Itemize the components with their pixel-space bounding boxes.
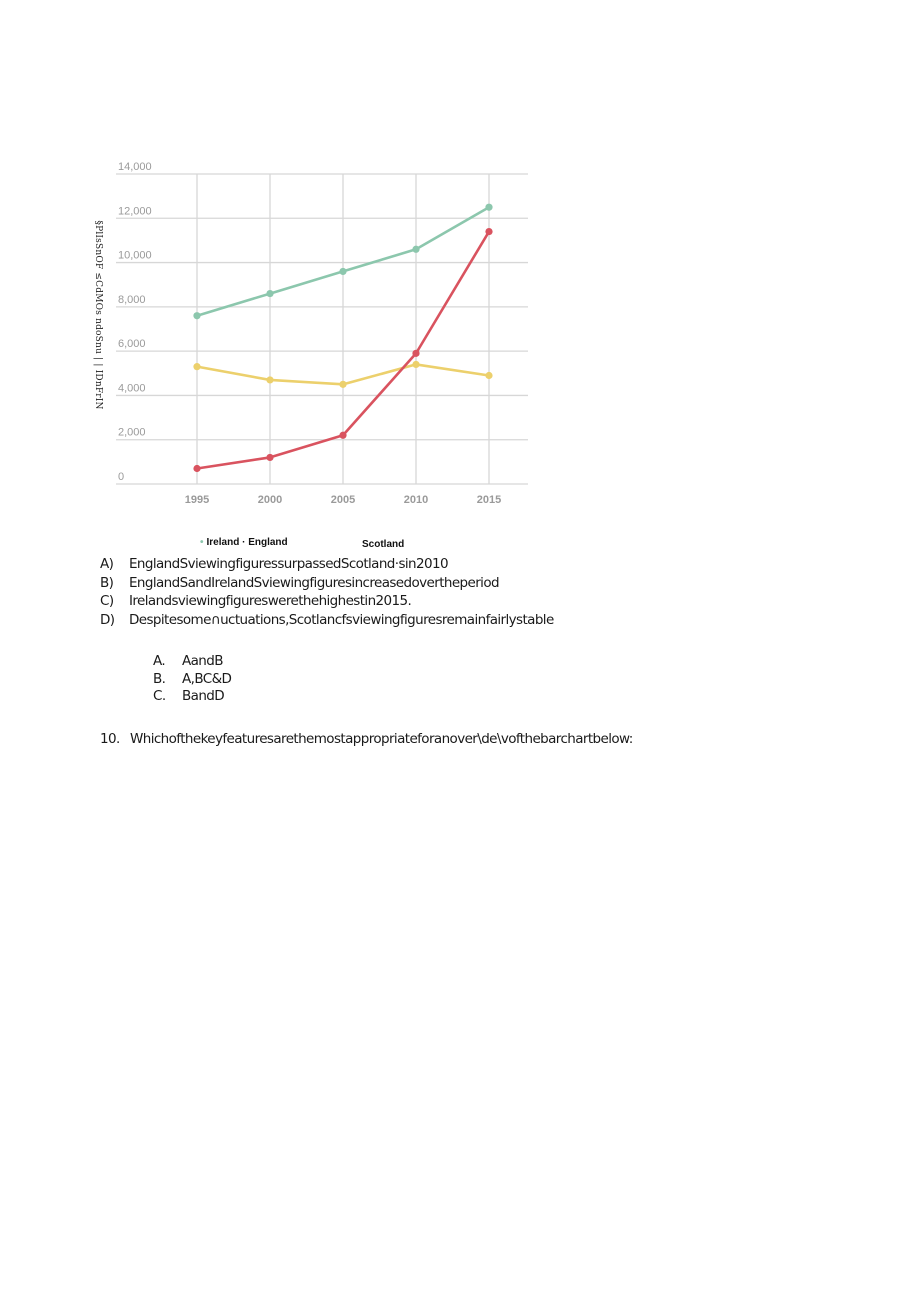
legend-text-left: Ireland · England [206, 537, 288, 548]
y-axis-label [88, 215, 108, 415]
chart-legend-right [362, 539, 404, 550]
question-10 [100, 731, 633, 747]
chart-legend-left [200, 537, 288, 548]
answer-choice-b[interactable]: B. A,BC&D [153, 670, 232, 687]
statement-c: C) Irelandsviewingfigureswerethehighestin2015. [100, 593, 412, 609]
x-tick-label: 2010 [403, 494, 429, 506]
answer-choice-a[interactable]: A. AandB [153, 653, 223, 669]
series-point-1 [339, 381, 346, 388]
y-tick-label: 14,000 [118, 161, 152, 173]
legend-dot-icon: • [200, 537, 204, 548]
series-point-2 [339, 432, 346, 439]
answer-choice-c[interactable]: C. BandD [153, 688, 225, 704]
y-tick-label: 12,000 [118, 205, 152, 218]
x-axis-ticks [185, 494, 501, 506]
series-point-1 [266, 376, 273, 383]
line-chart [96, 150, 536, 520]
y-tick-label: 2,000 [118, 426, 146, 439]
y-tick-label: 10,000 [118, 249, 152, 262]
statement-a: A) EnglandSviewingfiguressurpassedScotland·sin2010 [100, 556, 448, 572]
y-tick-label: 6,000 [118, 338, 146, 351]
x-tick-label: 2015 [476, 494, 502, 506]
statement-b: B) EnglandSandIrelandSviewingfiguresincreasedovertheperiod [100, 574, 499, 591]
y-tick-label: 8,000 [118, 293, 146, 306]
x-tick-label: 2005 [330, 494, 356, 506]
series-point-0 [339, 268, 346, 275]
series-point-0 [266, 290, 273, 297]
y-axis-label-text: §PlIsSnOF ≤CdMOs ndoSnu | | ⅠDnFrⅠN [93, 220, 103, 410]
series-point-1 [193, 363, 200, 370]
statement-d: D) Despitesome∩uctuations,Scotlancfsviewingfiguresremainfairlystable [100, 611, 554, 628]
series-point-2 [485, 228, 492, 235]
series-point-1 [412, 361, 419, 368]
question-text: Whichofthekeyfeaturesarethemostappropriateforanover\de\vofthebarchartbelow: [130, 731, 633, 747]
answer-choices [153, 653, 231, 706]
series-point-1 [485, 372, 492, 379]
series-point-2 [266, 454, 273, 461]
series-point-0 [412, 246, 419, 253]
question-number: 10. [100, 731, 120, 747]
legend-text-right: Scotland [362, 539, 405, 550]
y-tick-label: 4,000 [118, 382, 146, 395]
series-point-2 [193, 465, 200, 472]
series-point-2 [412, 350, 419, 357]
statement-list [100, 555, 554, 629]
y-axis-ticks [118, 161, 152, 483]
y-tick-label: 0 [118, 471, 125, 483]
x-tick-label: 2000 [257, 494, 283, 506]
series-point-0 [485, 204, 492, 211]
x-tick-label: 1995 [184, 494, 210, 506]
series-point-0 [193, 312, 200, 319]
